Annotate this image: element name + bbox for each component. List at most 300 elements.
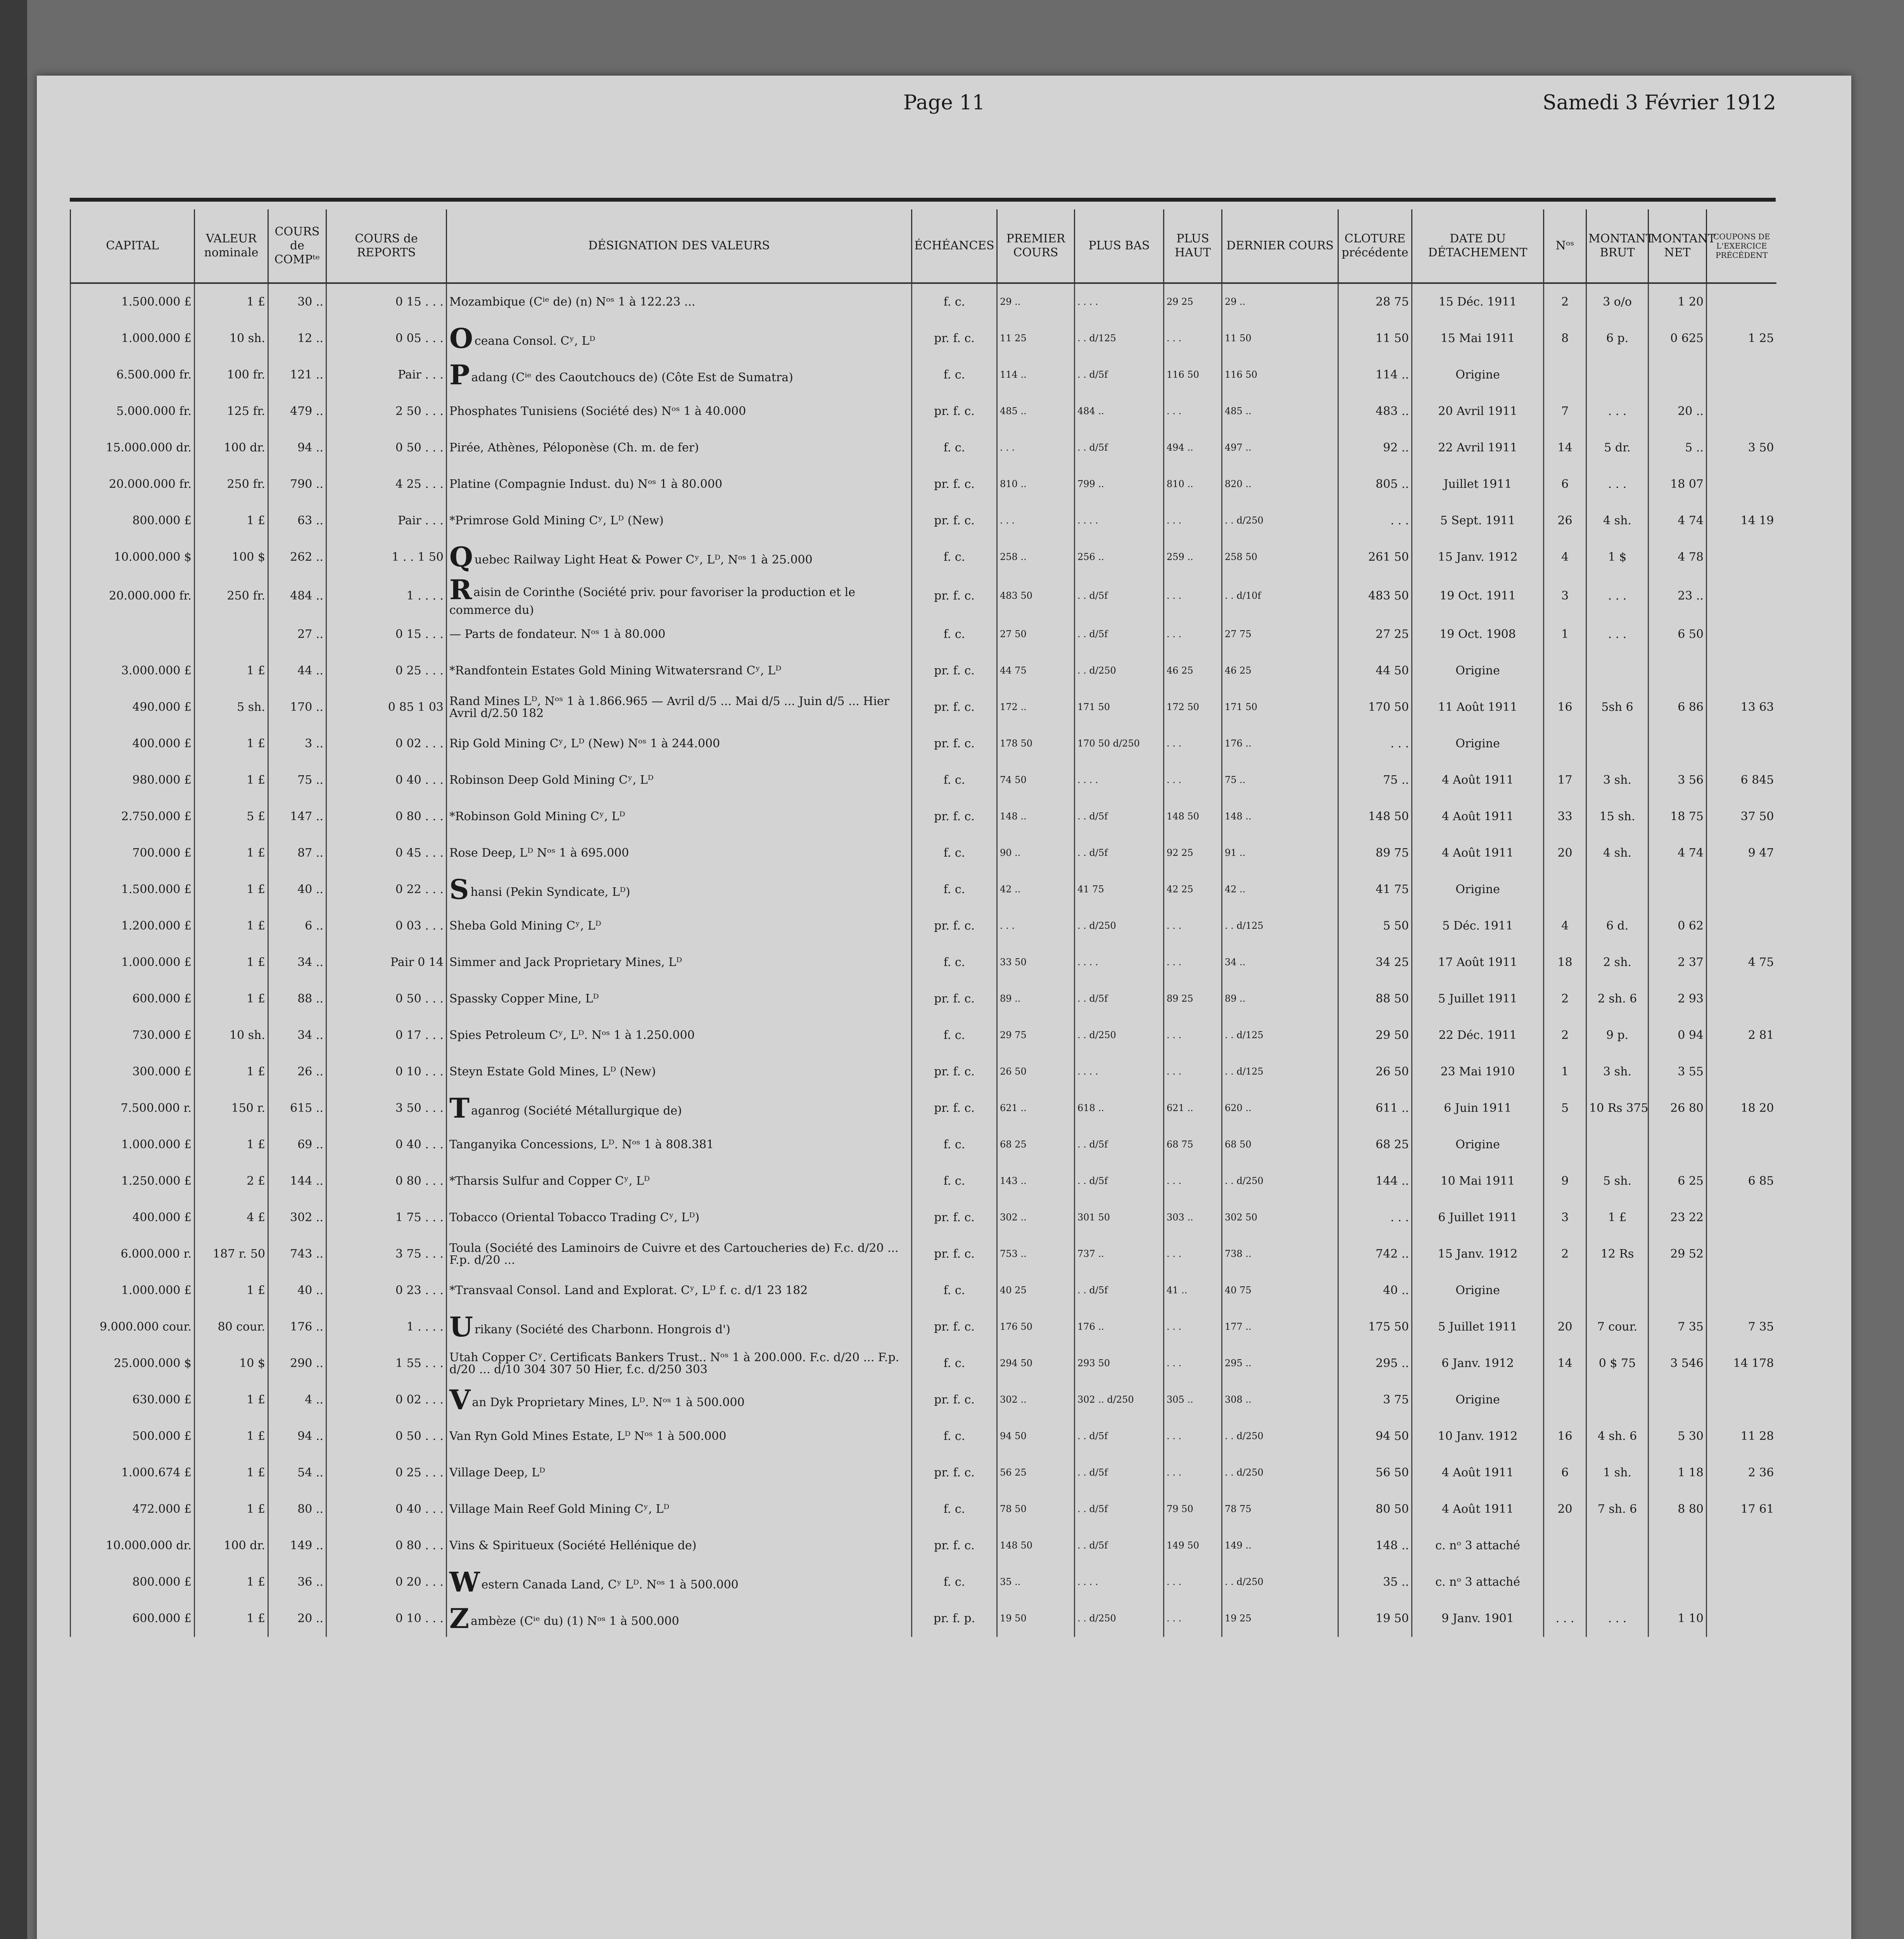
cell-prec: [1707, 1199, 1776, 1236]
cell-haut: . . .: [1164, 1600, 1222, 1637]
cell-prem: 294 50: [997, 1345, 1075, 1382]
designation-text: adang (Cⁱᵉ des Caoutchoucs de) (Côte Est de Sumatra): [471, 371, 793, 385]
cell-bas: . . d/5f: [1075, 1272, 1164, 1309]
cell-prec: 37 50: [1707, 798, 1776, 835]
cell-ech: f. c.: [912, 762, 997, 798]
cell-des: [447, 981, 912, 1017]
cell-ech: f. c.: [912, 357, 997, 393]
cell-prec: [1707, 1564, 1776, 1600]
cell-brut: [1586, 1272, 1649, 1309]
cell-des: [447, 1163, 912, 1199]
designation-text: *Primrose Gold Mining Cʸ, Lᴰ (New): [449, 514, 664, 528]
cell-no: 2: [1544, 1017, 1586, 1054]
cell-bas: . . . .: [1075, 503, 1164, 539]
cell-des: [447, 1382, 912, 1418]
cell-cours: 94 ..: [268, 1418, 326, 1455]
cell-cours: 30 ..: [268, 283, 326, 320]
initial-letter: T: [449, 1092, 470, 1125]
cell-capital: 600.000 £: [71, 981, 195, 1017]
cell-prem: 143 ..: [997, 1163, 1075, 1199]
cell-ech: pr. f. c.: [912, 503, 997, 539]
cell-date: 22 Avril 1911: [1412, 430, 1544, 466]
cell-net: 3 546: [1649, 1345, 1707, 1382]
table-row: [71, 726, 1776, 762]
cell-prec: [1707, 653, 1776, 689]
designation-text: Pirée, Athènes, Péloponèse (Ch. m. de fer): [449, 441, 699, 455]
designation-text: *Randfontein Estates Gold Mining Witwatersrand Cʸ, Lᴰ: [449, 664, 782, 678]
table-row: [71, 1272, 1776, 1309]
cell-valeur: 100 dr.: [195, 1528, 268, 1564]
cell-date: 4 Août 1911: [1412, 1455, 1544, 1491]
cell-net: 6 25: [1649, 1163, 1707, 1199]
cell-rep: 0 40 . . .: [326, 762, 447, 798]
cell-bas: . . d/5f: [1075, 1528, 1164, 1564]
cell-prec: [1707, 908, 1776, 944]
table-row: [71, 283, 1776, 320]
cell-haut: 116 50: [1164, 357, 1222, 393]
cell-no: [1544, 1272, 1586, 1309]
cell-des: [447, 393, 912, 430]
cell-clot: 611 ..: [1338, 1090, 1412, 1127]
cell-bas: . . . .: [1075, 1054, 1164, 1090]
cell-dern: . . d/125: [1222, 1017, 1338, 1054]
cell-brut: [1586, 1127, 1649, 1163]
cell-prem: 176 50: [997, 1309, 1075, 1345]
cell-rep: 0 15 . . .: [326, 283, 447, 320]
cell-date: 20 Avril 1911: [1412, 393, 1544, 430]
cell-des: [447, 357, 912, 393]
cell-des: [447, 762, 912, 798]
designation-text: Rose Deep, Lᴰ Nᵒˢ 1 à 695.000: [449, 846, 629, 860]
cell-prem: 56 25: [997, 1455, 1075, 1491]
cell-capital: 1.000.000 £: [71, 944, 195, 981]
cell-capital: 10.000.000 dr.: [71, 1528, 195, 1564]
designation-text: Tobacco (Oriental Tobacco Trading Cʸ, Lᴰ): [449, 1211, 700, 1225]
cell-rep: 0 80 . . .: [326, 1528, 447, 1564]
cell-no: [1544, 653, 1586, 689]
cell-clot: 483 ..: [1338, 393, 1412, 430]
designation-text: an Dyk Proprietary Mines, Lᴰ. Nᵒˢ 1 à 500.000: [472, 1396, 745, 1410]
designation-text: rikany (Société des Charbonn. Hongrois d'): [475, 1323, 730, 1337]
cell-dern: . . d/125: [1222, 1054, 1338, 1090]
cell-date: 23 Mai 1910: [1412, 1054, 1544, 1090]
cell-brut: [1586, 653, 1649, 689]
cell-clot: 144 ..: [1338, 1163, 1412, 1199]
cell-net: 0 62: [1649, 908, 1707, 944]
table-row: [71, 320, 1776, 357]
cell-ech: pr. f. c.: [912, 1382, 997, 1418]
cell-date: 10 Janv. 1912: [1412, 1418, 1544, 1455]
cell-capital: 25.000.000 $: [71, 1345, 195, 1382]
table-row: [71, 616, 1776, 653]
cell-bas: . . d/5f: [1075, 1418, 1164, 1455]
designation-text: estern Canada Land, Cʸ Lᴰ. Nᵒˢ 1 à 500.000: [481, 1578, 739, 1592]
cell-clot: 94 50: [1338, 1418, 1412, 1455]
cell-date: Origine: [1412, 1127, 1544, 1163]
cell-capital: 6.000.000 r.: [71, 1236, 195, 1272]
cell-no: 3: [1544, 1199, 1586, 1236]
cell-capital: 500.000 £: [71, 1418, 195, 1455]
cell-date: 15 Janv. 1912: [1412, 1236, 1544, 1272]
cell-des: [447, 430, 912, 466]
cell-bas: 171 50: [1075, 689, 1164, 726]
cell-ech: f. c.: [912, 539, 997, 575]
cell-bas: . . d/250: [1075, 908, 1164, 944]
cell-brut: 5 sh.: [1586, 1163, 1649, 1199]
cell-net: 5 ..: [1649, 430, 1707, 466]
cell-capital: 400.000 £: [71, 726, 195, 762]
cell-rep: Pair . . .: [326, 357, 447, 393]
cell-prec: 11 28: [1707, 1418, 1776, 1455]
cell-brut: 2 sh.: [1586, 944, 1649, 981]
cell-ech: pr. f. c.: [912, 1090, 997, 1127]
cell-brut: 1 $: [1586, 539, 1649, 575]
cell-valeur: 4 £: [195, 1199, 268, 1236]
table-row: [71, 1127, 1776, 1163]
cell-prec: [1707, 1600, 1776, 1637]
initial-letter: O: [449, 322, 473, 355]
cell-date: 6 Janv. 1912: [1412, 1345, 1544, 1382]
cell-prem: 26 50: [997, 1054, 1075, 1090]
table-row: [71, 393, 1776, 430]
initial-letter: S: [449, 873, 469, 906]
designation-text: Rip Gold Mining Cʸ, Lᴰ (New) Nᵒˢ 1 à 244.000: [449, 737, 720, 751]
cell-brut: [1586, 726, 1649, 762]
cell-prem: 302 ..: [997, 1199, 1075, 1236]
cell-ech: f. c.: [912, 871, 997, 908]
cell-net: 7 35: [1649, 1309, 1707, 1345]
cell-brut: 6 p.: [1586, 320, 1649, 357]
cell-haut: 259 ..: [1164, 539, 1222, 575]
designation-text: Tanganyika Concessions, Lᴰ. Nᵒˢ 1 à 808.381: [449, 1138, 714, 1152]
cell-valeur: 1 £: [195, 762, 268, 798]
cell-prec: 17 61: [1707, 1491, 1776, 1528]
cell-haut: . . .: [1164, 908, 1222, 944]
designation-text: Village Main Reef Gold Mining Cʸ, Lᴰ: [449, 1502, 670, 1516]
cell-ech: pr. f. c.: [912, 689, 997, 726]
table-row: [71, 835, 1776, 871]
cell-date: 4 Août 1911: [1412, 762, 1544, 798]
table-row: [71, 798, 1776, 835]
table-row: [71, 1090, 1776, 1127]
cell-clot: 68 25: [1338, 1127, 1412, 1163]
cell-prem: 114 ..: [997, 357, 1075, 393]
cell-capital: 10.000.000 $: [71, 539, 195, 575]
cell-valeur: 1 £: [195, 871, 268, 908]
cell-clot: . . .: [1338, 726, 1412, 762]
cell-ech: pr. f. c.: [912, 575, 997, 616]
cell-brut: . . .: [1586, 616, 1649, 653]
cell-dern: 177 ..: [1222, 1309, 1338, 1345]
cell-des: [447, 466, 912, 503]
cell-cours: 40 ..: [268, 1272, 326, 1309]
cell-ech: f. c.: [912, 430, 997, 466]
cell-capital: 700.000 £: [71, 835, 195, 871]
cell-haut: 148 50: [1164, 798, 1222, 835]
cell-net: 3 56: [1649, 762, 1707, 798]
col-date-detachement: DATE DU DÉTACHEMENT: [1412, 209, 1544, 283]
cell-dern: . . d/250: [1222, 503, 1338, 539]
cell-dern: 497 ..: [1222, 430, 1338, 466]
cell-brut: 5sh 6: [1586, 689, 1649, 726]
cell-date: Origine: [1412, 871, 1544, 908]
cell-prec: 9 47: [1707, 835, 1776, 871]
cell-brut: 4 sh.: [1586, 503, 1649, 539]
cell-ech: pr. f. c.: [912, 726, 997, 762]
cell-rep: 0 50 . . .: [326, 430, 447, 466]
cell-no: 26: [1544, 503, 1586, 539]
cell-capital: 980.000 £: [71, 762, 195, 798]
cell-brut: . . .: [1586, 1600, 1649, 1637]
cell-clot: 26 50: [1338, 1054, 1412, 1090]
cell-dern: 68 50: [1222, 1127, 1338, 1163]
cell-prec: [1707, 981, 1776, 1017]
cell-prem: 753 ..: [997, 1236, 1075, 1272]
cell-valeur: 1 £: [195, 1272, 268, 1309]
cell-date: 5 Juillet 1911: [1412, 1309, 1544, 1345]
designation-text: *Tharsis Sulfur and Copper Cʸ, Lᴰ: [449, 1174, 650, 1188]
cell-rep: 3 50 . . .: [326, 1090, 447, 1127]
cell-rep: 0 15 . . .: [326, 616, 447, 653]
cell-valeur: 1 £: [195, 726, 268, 762]
cell-no: 20: [1544, 1491, 1586, 1528]
col-designation: DÉSIGNATION DES VALEURS: [447, 209, 912, 283]
cell-date: Origine: [1412, 653, 1544, 689]
cell-no: 33: [1544, 798, 1586, 835]
cell-dern: 78 75: [1222, 1491, 1338, 1528]
cell-ech: pr. f. c.: [912, 1309, 997, 1345]
cell-valeur: 1 £: [195, 835, 268, 871]
cell-no: 1: [1544, 1054, 1586, 1090]
cell-capital: 9.000.000 cour.: [71, 1309, 195, 1345]
cell-no: 1: [1544, 616, 1586, 653]
col-valeur: VALEUR nominale: [195, 209, 268, 283]
cell-capital: 1.200.000 £: [71, 908, 195, 944]
cell-ech: f. c.: [912, 1272, 997, 1309]
cell-rep: Pair 0 14: [326, 944, 447, 981]
cell-haut: . . .: [1164, 1418, 1222, 1455]
cell-bas: 737 ..: [1075, 1236, 1164, 1272]
cell-brut: [1586, 871, 1649, 908]
cell-clot: 80 50: [1338, 1491, 1412, 1528]
cell-ech: pr. f. c.: [912, 1199, 997, 1236]
cell-dern: . . d/250: [1222, 1163, 1338, 1199]
cell-prec: 2 81: [1707, 1017, 1776, 1054]
cell-prem: 621 ..: [997, 1090, 1075, 1127]
col-cours-comp: COURS de COMPᵗᵉ: [268, 209, 326, 283]
cell-dern: 302 50: [1222, 1199, 1338, 1236]
cell-des: [447, 539, 912, 575]
table-row: [71, 357, 1776, 393]
table-row: [71, 871, 1776, 908]
cell-haut: . . .: [1164, 503, 1222, 539]
cell-net: 1 20: [1649, 283, 1707, 320]
cell-rep: 0 10 . . .: [326, 1054, 447, 1090]
cell-brut: [1586, 1528, 1649, 1564]
cell-rep: 1 . . 1 50: [326, 539, 447, 575]
cell-valeur: 1 £: [195, 1491, 268, 1528]
cell-brut: 5 dr.: [1586, 430, 1649, 466]
cell-clot: 41 75: [1338, 871, 1412, 908]
cell-net: [1649, 1272, 1707, 1309]
cell-valeur: 10 sh.: [195, 320, 268, 357]
cell-net: 1 18: [1649, 1455, 1707, 1491]
cell-capital: [71, 616, 195, 653]
col-echeances: ÉCHÉANCES: [912, 209, 997, 283]
cell-des: [447, 283, 912, 320]
cell-dern: 148 ..: [1222, 798, 1338, 835]
cell-net: 4 74: [1649, 835, 1707, 871]
cell-net: 4 78: [1649, 539, 1707, 575]
cell-capital: 1.000.000 £: [71, 320, 195, 357]
cell-rep: 0 23 . . .: [326, 1272, 447, 1309]
cell-no: 14: [1544, 430, 1586, 466]
cell-brut: . . .: [1586, 466, 1649, 503]
cell-ech: pr. f. c.: [912, 908, 997, 944]
cell-cours: 4 ..: [268, 1382, 326, 1418]
cell-dern: . . d/250: [1222, 1418, 1338, 1455]
table-row: [71, 1054, 1776, 1090]
cell-rep: 3 75 . . .: [326, 1236, 447, 1272]
cell-dern: 19 25: [1222, 1600, 1338, 1637]
cell-date: 17 Août 1911: [1412, 944, 1544, 981]
cell-cours: 262 ..: [268, 539, 326, 575]
cell-no: 5: [1544, 1090, 1586, 1127]
cell-cours: 88 ..: [268, 981, 326, 1017]
cell-cours: 3 ..: [268, 726, 326, 762]
initial-letter: W: [449, 1566, 480, 1599]
cell-haut: 92 25: [1164, 835, 1222, 871]
cell-prec: [1707, 871, 1776, 908]
cell-ech: pr. f. c.: [912, 466, 997, 503]
page-date: Samedi 3 Février 1912: [1542, 91, 1776, 114]
cell-no: 2: [1544, 981, 1586, 1017]
cell-bas: . . d/250: [1075, 1600, 1164, 1637]
cell-prec: 2 36: [1707, 1455, 1776, 1491]
cell-cours: 147 ..: [268, 798, 326, 835]
cell-prem: 29 75: [997, 1017, 1075, 1054]
cell-des: [447, 835, 912, 871]
table-row: [71, 539, 1776, 575]
cell-no: 6: [1544, 1455, 1586, 1491]
table-row: [71, 430, 1776, 466]
cell-bas: . . d/5f: [1075, 357, 1164, 393]
designation-text: aisin de Corinthe (Société priv. pour favoriser la production et le commerce du): [449, 586, 856, 616]
cell-net: 2 37: [1649, 944, 1707, 981]
cell-prec: [1707, 283, 1776, 320]
cell-cours: 69 ..: [268, 1127, 326, 1163]
table-row: [71, 762, 1776, 798]
cell-no: [1544, 726, 1586, 762]
cell-des: [447, 320, 912, 357]
cell-net: 0 94: [1649, 1017, 1707, 1054]
cell-prec: [1707, 1236, 1776, 1272]
cell-net: 29 52: [1649, 1236, 1707, 1272]
cell-valeur: 1 £: [195, 908, 268, 944]
cell-brut: 0 $ 75: [1586, 1345, 1649, 1382]
cell-dern: 42 ..: [1222, 871, 1338, 908]
cell-bas: 302 .. d/250: [1075, 1382, 1164, 1418]
cell-bas: 618 ..: [1075, 1090, 1164, 1127]
cell-des: [447, 575, 912, 616]
cell-no: 20: [1544, 1309, 1586, 1345]
cell-net: 2 93: [1649, 981, 1707, 1017]
cell-cours: 40 ..: [268, 871, 326, 908]
cell-des: [447, 503, 912, 539]
cell-prem: 35 ..: [997, 1564, 1075, 1600]
cell-dern: 40 75: [1222, 1272, 1338, 1309]
cell-date: c. nᵒ 3 attaché: [1412, 1528, 1544, 1564]
cell-brut: 3 o/o: [1586, 283, 1649, 320]
cell-net: 3 55: [1649, 1054, 1707, 1090]
col-no: Nᵒˢ: [1544, 209, 1586, 283]
cell-haut: 79 50: [1164, 1491, 1222, 1528]
cell-valeur: 187 r. 50: [195, 1236, 268, 1272]
cell-cours: 44 ..: [268, 653, 326, 689]
cell-clot: . . .: [1338, 1199, 1412, 1236]
cell-bas: . . d/5f: [1075, 430, 1164, 466]
cell-dern: . . d/10f: [1222, 575, 1338, 616]
cell-rep: 0 03 . . .: [326, 908, 447, 944]
cell-clot: 148 50: [1338, 798, 1412, 835]
cell-brut: [1586, 1382, 1649, 1418]
cell-bas: . . . .: [1075, 283, 1164, 320]
cell-clot: 75 ..: [1338, 762, 1412, 798]
cell-date: 5 Déc. 1911: [1412, 908, 1544, 944]
cell-rep: 0 02 . . .: [326, 726, 447, 762]
cell-rep: 0 40 . . .: [326, 1491, 447, 1528]
cell-dern: 29 ..: [1222, 283, 1338, 320]
cell-capital: 630.000 £: [71, 1382, 195, 1418]
col-premier: PREMIER COURS: [997, 209, 1075, 283]
cell-clot: 148 ..: [1338, 1528, 1412, 1564]
cell-bas: 301 50: [1075, 1199, 1164, 1236]
designation-text: Sheba Gold Mining Cʸ, Lᴰ: [449, 919, 601, 933]
cell-net: 18 07: [1649, 466, 1707, 503]
col-capital: CAPITAL: [71, 209, 195, 283]
cell-brut: 15 sh.: [1586, 798, 1649, 835]
cell-valeur: 1 £: [195, 1455, 268, 1491]
cell-dern: 89 ..: [1222, 981, 1338, 1017]
cell-brut: 6 d.: [1586, 908, 1649, 944]
cell-rep: 0 40 . . .: [326, 1127, 447, 1163]
cell-capital: 2.750.000 £: [71, 798, 195, 835]
initial-letter: U: [449, 1311, 473, 1343]
cell-valeur: 10 $: [195, 1345, 268, 1382]
cell-des: [447, 1054, 912, 1090]
cell-bas: . . d/5f: [1075, 616, 1164, 653]
cell-prec: [1707, 1054, 1776, 1090]
cell-no: [1544, 1127, 1586, 1163]
cell-ech: pr. f. c.: [912, 1236, 997, 1272]
cell-prem: 94 50: [997, 1418, 1075, 1455]
cell-cours: 176 ..: [268, 1309, 326, 1345]
cell-haut: 41 ..: [1164, 1272, 1222, 1309]
cell-brut: . . .: [1586, 575, 1649, 616]
cell-dern: 295 ..: [1222, 1345, 1338, 1382]
cell-capital: 20.000.000 fr.: [71, 466, 195, 503]
cell-clot: 114 ..: [1338, 357, 1412, 393]
cell-prem: 27 50: [997, 616, 1075, 653]
table-row: [71, 944, 1776, 981]
cell-des: [447, 1309, 912, 1345]
cell-valeur: 250 fr.: [195, 575, 268, 616]
cell-des: [447, 726, 912, 762]
cell-clot: 11 50: [1338, 320, 1412, 357]
cell-dern: 116 50: [1222, 357, 1338, 393]
cell-clot: 170 50: [1338, 689, 1412, 726]
cell-no: 20: [1544, 835, 1586, 871]
